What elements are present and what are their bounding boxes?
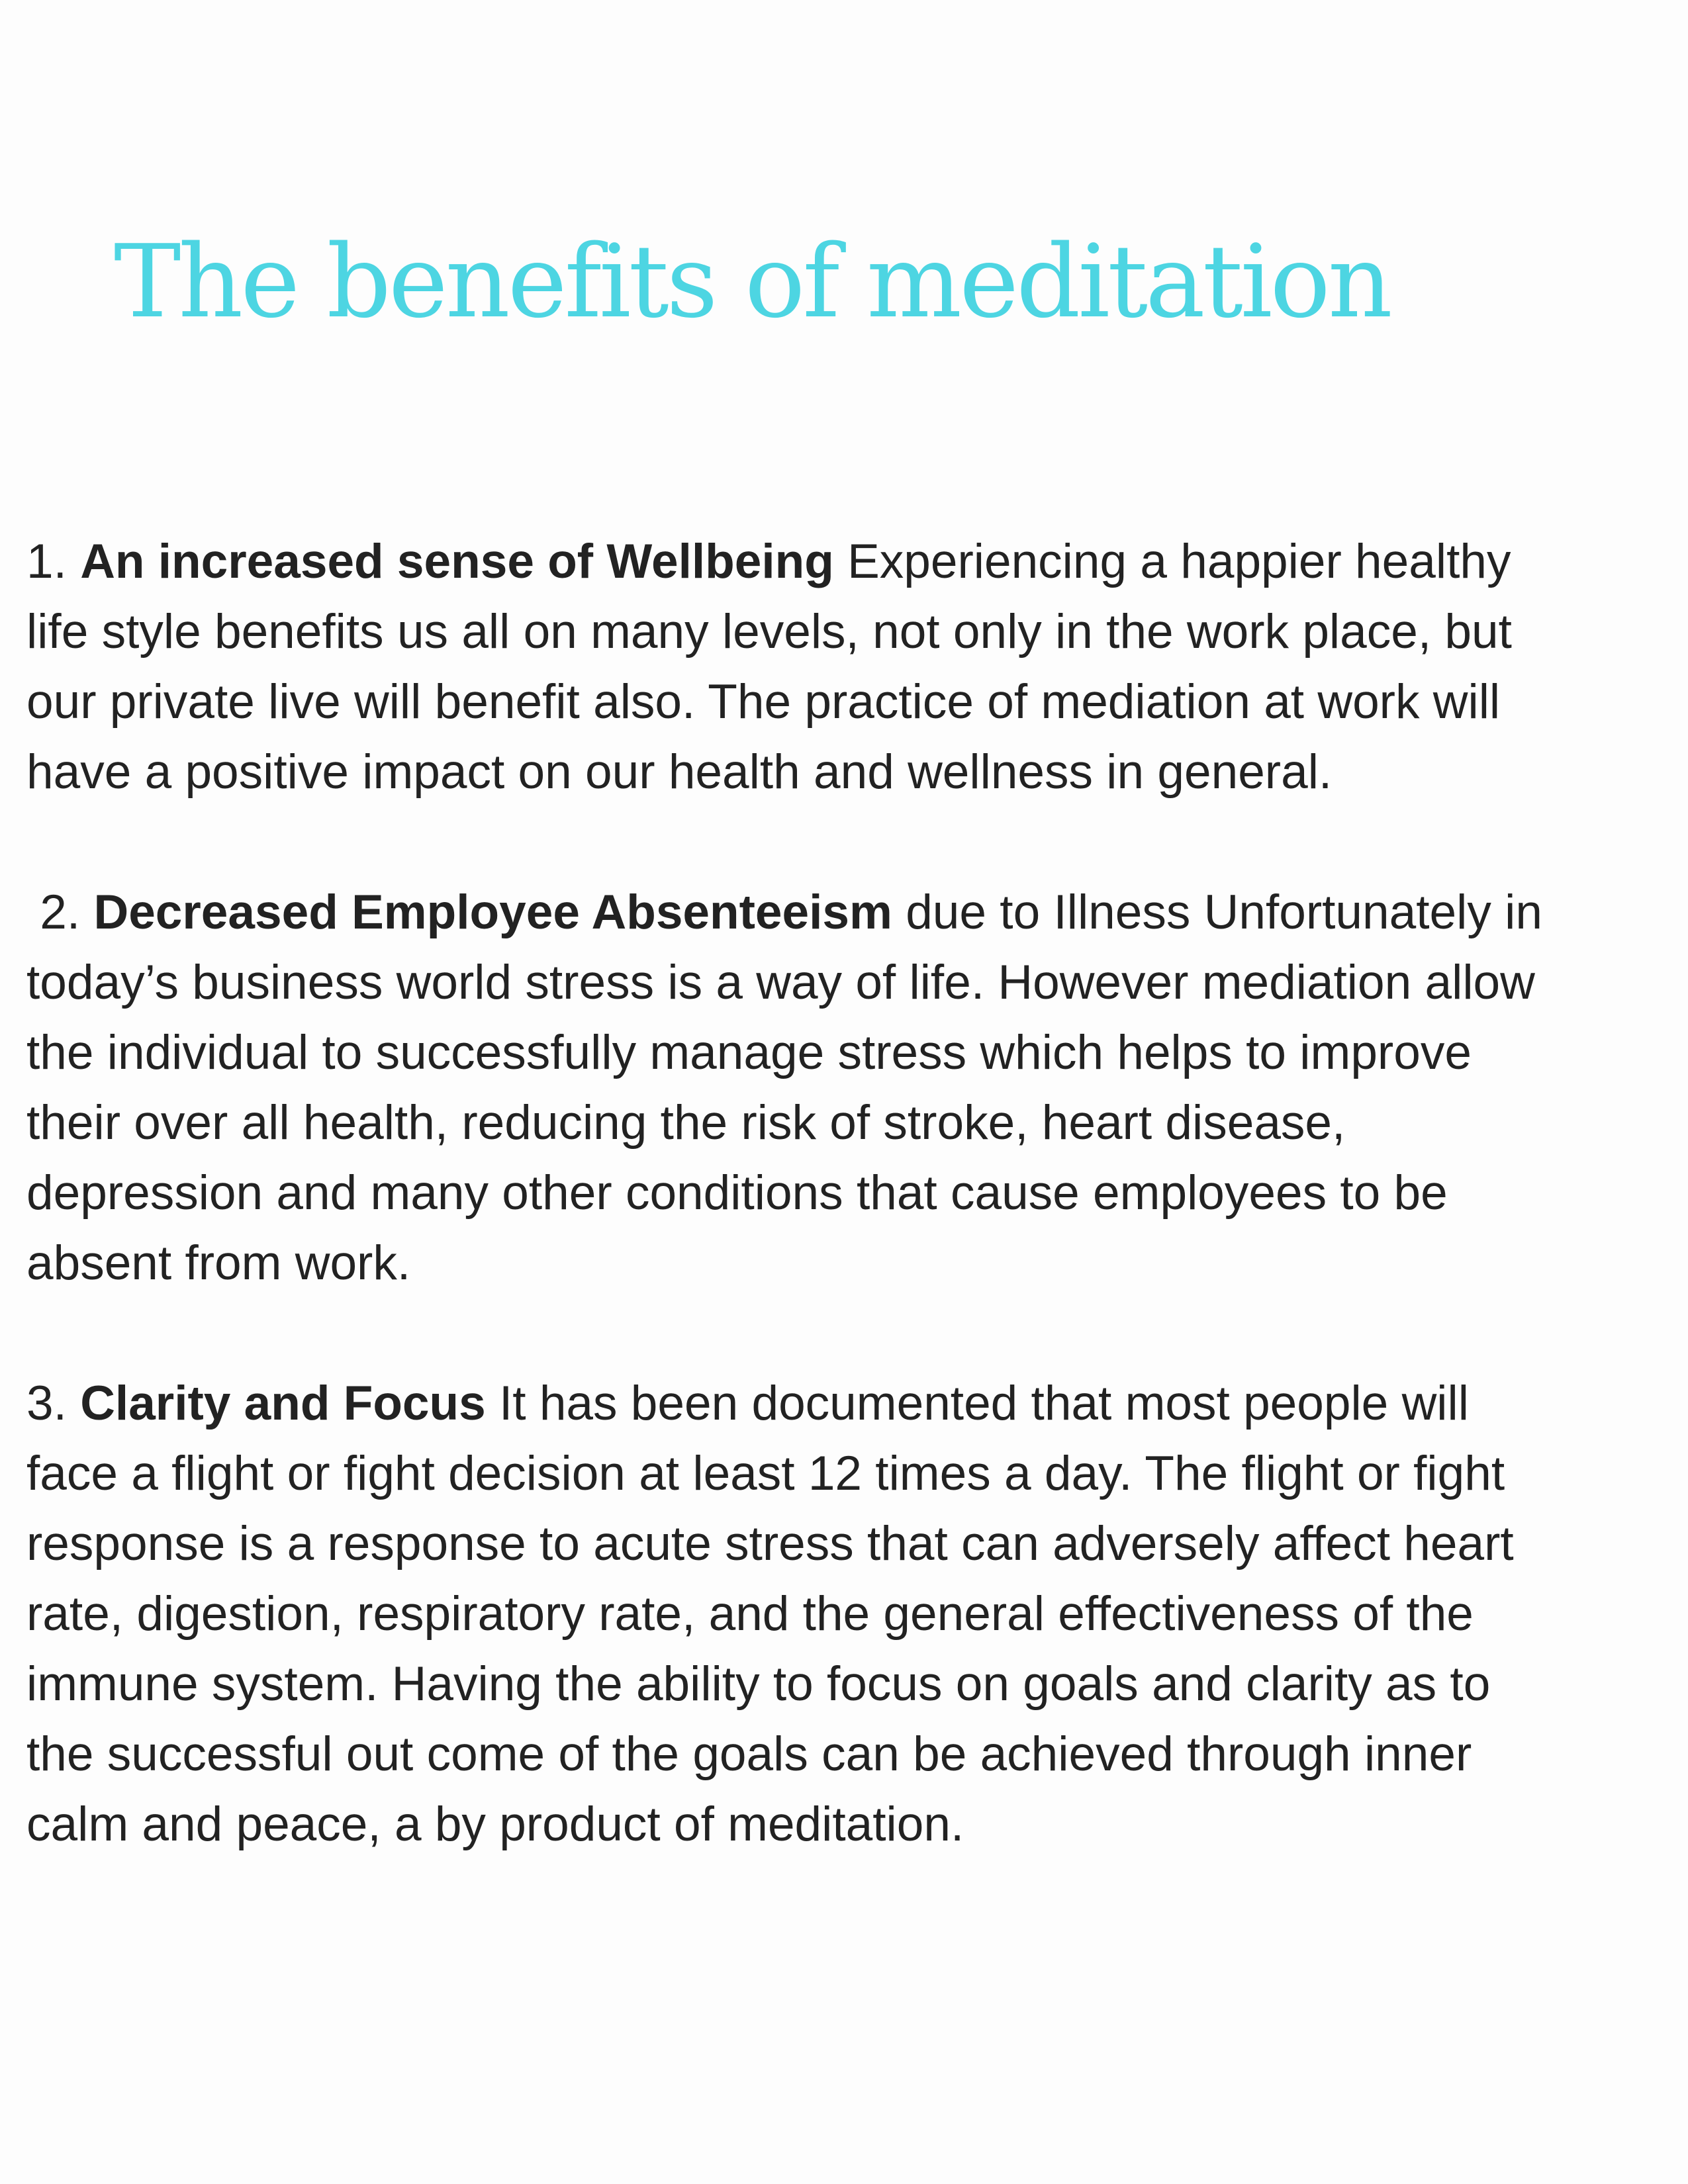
item-line: the successful out come of the goals can be achieved through inner — [26, 1727, 1472, 1781]
item-text: due to Illness Unfortunately in — [892, 886, 1542, 939]
item-line: response is a response to acute stress that can adversely affect heart — [26, 1517, 1514, 1570]
benefit-item-2 — [26, 878, 1668, 1298]
item-heading: Clarity and Focus — [80, 1377, 486, 1430]
item-line: the individual to successfully manage stress which helps to improve — [26, 1026, 1472, 1079]
item-line: today’s business world stress is a way of life. However mediation allow — [26, 956, 1535, 1009]
item-line: life style benefits us all on many levels, not only in the work place, but — [26, 605, 1512, 659]
item-line: depression and many other conditions that cause employees to be — [26, 1166, 1448, 1220]
item-number: 3. — [26, 1377, 67, 1430]
item-line: face a flight or fight decision at least 12 times a day. The flight or fight — [26, 1447, 1505, 1500]
item-number: 2. — [40, 886, 81, 939]
item-text: Experiencing a happier healthy — [833, 535, 1511, 588]
item-line: calm and peace, a by product of meditation. — [26, 1797, 964, 1851]
item-text: It has been documented that most people will — [485, 1377, 1469, 1430]
item-line: absent from work. — [26, 1236, 411, 1290]
item-heading: An increased sense of Wellbeing — [80, 535, 834, 588]
item-heading: Decreased Employee Absenteeism — [93, 886, 892, 939]
item-line: rate, digestion, respiratory rate, and the general effectiveness of the — [26, 1587, 1474, 1641]
item-first-line — [26, 527, 1668, 597]
item-first-line — [26, 878, 1668, 948]
benefit-item-3 — [26, 1369, 1668, 1860]
item-number: 1. — [26, 535, 67, 588]
item-line: have a positive impact on our health and wellness in general. — [26, 745, 1333, 799]
item-line: immune system. Having the ability to focus on goals and clarity as to — [26, 1657, 1491, 1711]
page-title: The benefits of meditation — [114, 223, 1390, 340]
item-line: their over all health, reducing the risk of stroke, heart disease, — [26, 1096, 1346, 1150]
benefits-list — [26, 527, 1668, 1930]
benefit-item-1 — [26, 527, 1668, 807]
item-first-line — [26, 1369, 1668, 1439]
item-line: our private live will benefit also. The practice of mediation at work will — [26, 675, 1501, 729]
